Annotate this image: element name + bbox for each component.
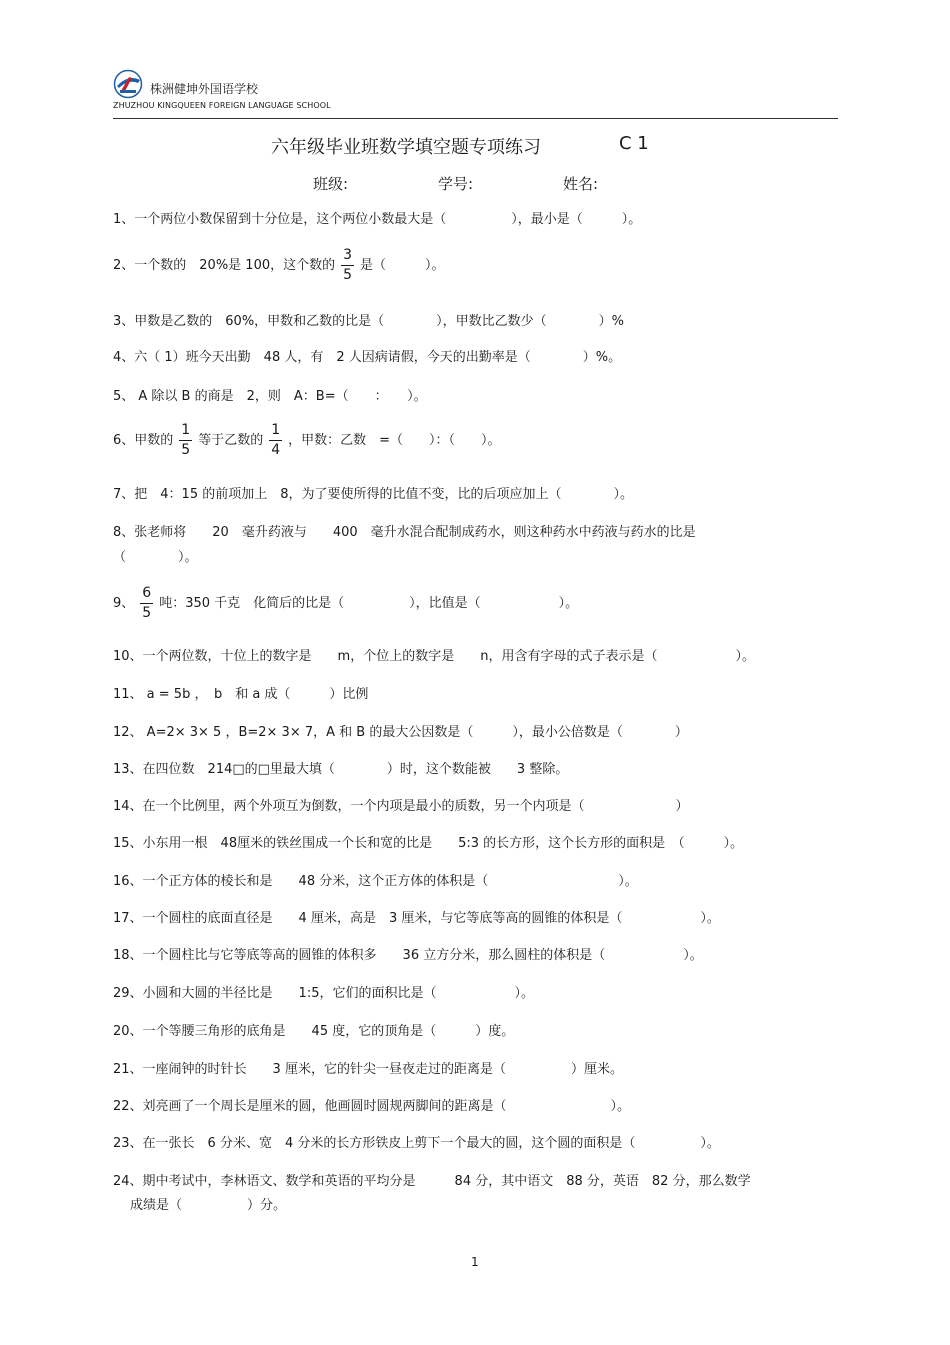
question-16: 16、一个正方体的棱长和是 48 分米，这个正方体的体积是（ ）。 <box>113 874 638 889</box>
question-22: 22、刘亮画了一个周长是厘米的圆，他画圆时圆规两脚间的距离是（ ）。 <box>113 1099 631 1114</box>
school-name-en: ZHUZHOU KINGQUEEN FOREIGN LANGUAGE SCHOOL <box>113 101 331 110</box>
school-logo-icon <box>113 69 143 99</box>
page-title-code: C 1 <box>619 133 649 154</box>
question-4: 4、六（ 1）班今天出勤 48 人，有 2 人因病请假，今天的出勤率是（ ）%。 <box>113 350 622 365</box>
question-5: 5、 A 除以 B 的商是 2，则 A：B=（ ： ）。 <box>113 389 427 404</box>
question-3: 3、甲数是乙数的 60%，甲数和乙数的比是（ ），甲数比乙数少（ ）% <box>113 314 625 329</box>
fraction-numerator: 1 <box>179 421 192 441</box>
school-name-cn: 株洲健坤外国语学校 <box>150 82 259 96</box>
question-9 <box>113 584 578 623</box>
question-21: 21、一座闹钟的时针长 3 厘米，它的针尖一昼夜走过的距离是（ ）厘米。 <box>113 1062 623 1077</box>
question-11: 11、 a = 5b ， b 和 a 成（ ）比例 <box>113 687 369 702</box>
question-19: 29、小圆和大圆的半径比是 1:5，它们的面积比是（ ）。 <box>113 986 534 1001</box>
question-9-text-b: 吨：350 千克 化简后的比是（ ），比值是（ ）。 <box>159 596 579 611</box>
page-title: 六年级毕业班数学填空题专项练习 <box>271 137 541 158</box>
page-number: 1 <box>471 1255 479 1269</box>
question-1: 1、一个两位小数保留到十分位是，这个两位小数最大是（ ），最小是（ ）。 <box>113 212 642 227</box>
question-24-line-1: 24、期中考试中，李林语文、数学和英语的平均分是 84 分，其中语文 88 分，英语 82 分，那么数学 <box>113 1174 751 1189</box>
question-20: 20、一个等腰三角形的底角是 45 度，它的顶角是（ ）度。 <box>113 1024 515 1039</box>
question-17: 17、一个圆柱的底面直径是 4 厘米，高是 3 厘米，与它等底等高的圆锥的体积是（ ）。 <box>113 911 720 926</box>
fraction-1-5 <box>179 421 192 460</box>
question-8-line-2: （ ）。 <box>113 550 198 565</box>
question-13: 13、在四位数 214□的□里最大填（ ）时，这个数能被 3 整除。 <box>113 762 569 777</box>
question-6-text-a: 6、甲数的 <box>113 433 174 448</box>
question-2-text-b: 是（ ）。 <box>360 258 445 273</box>
fraction-6-5 <box>140 584 153 623</box>
student-number-label: 学号: <box>438 175 474 193</box>
header-divider <box>113 118 838 119</box>
fraction-numerator: 6 <box>140 584 153 604</box>
question-6-text-b: 等于乙数的 <box>198 433 264 448</box>
fraction-denominator: 5 <box>142 605 152 621</box>
question-14: 14、在一个比例里，两个外项互为倒数，一个内项是最小的质数，另一个内项是（ ） <box>113 799 689 814</box>
question-6-text-c: ，甲数：乙数 =（ ）：（ ）。 <box>288 433 501 448</box>
fraction-numerator: 1 <box>269 421 282 441</box>
fraction-denominator: 5 <box>343 267 353 283</box>
question-2-text-a: 2、一个数的 20%是 100，这个数的 <box>113 258 336 273</box>
fraction-3-5 <box>341 246 354 285</box>
question-7: 7、把 4：15 的前项加上 8，为了要使所得的比值不变，比的后项应加上（ ）。 <box>113 487 633 502</box>
fraction-numerator: 3 <box>341 246 354 266</box>
question-8-line-1: 8、张老师将 20 毫升药液与 400 毫升水混合配制成药水，则这种药水中药液与药水的比是 <box>113 525 696 540</box>
fraction-denominator: 5 <box>181 442 191 458</box>
name-label: 姓名: <box>563 175 599 193</box>
question-23: 23、在一张长 6 分米、宽 4 分米的长方形铁皮上剪下一个最大的圆，这个圆的面积是（ ）。 <box>113 1136 720 1151</box>
question-18: 18、一个圆柱比与它等底等高的圆锥的体积多 36 立方分米，那么圆柱的体积是（ ）。 <box>113 948 703 963</box>
fraction-denominator: 4 <box>271 442 281 458</box>
question-2 <box>113 246 445 285</box>
question-10: 10、一个两位数，十位上的数字是 m，个位上的数字是 n，用含有字母的式子表示是（ ）。 <box>113 649 755 664</box>
question-12: 12、 A=2× 3× 5 ，B=2× 3× 7，A 和 B 的最大公因数是（ ），最小公倍数是（ ） <box>113 725 688 740</box>
question-15: 15、小东用一根 48厘米的铁丝围成一个长和宽的比是 5:3 的长方形，这个长方形的面积是 （ ）。 <box>113 836 744 851</box>
question-24-line-2: 成绩是（ ）分。 <box>130 1198 287 1213</box>
question-9-text-a: 9、 <box>113 596 135 611</box>
question-6 <box>113 421 501 460</box>
class-label: 班级: <box>313 175 349 193</box>
fraction-1-4 <box>269 421 282 460</box>
